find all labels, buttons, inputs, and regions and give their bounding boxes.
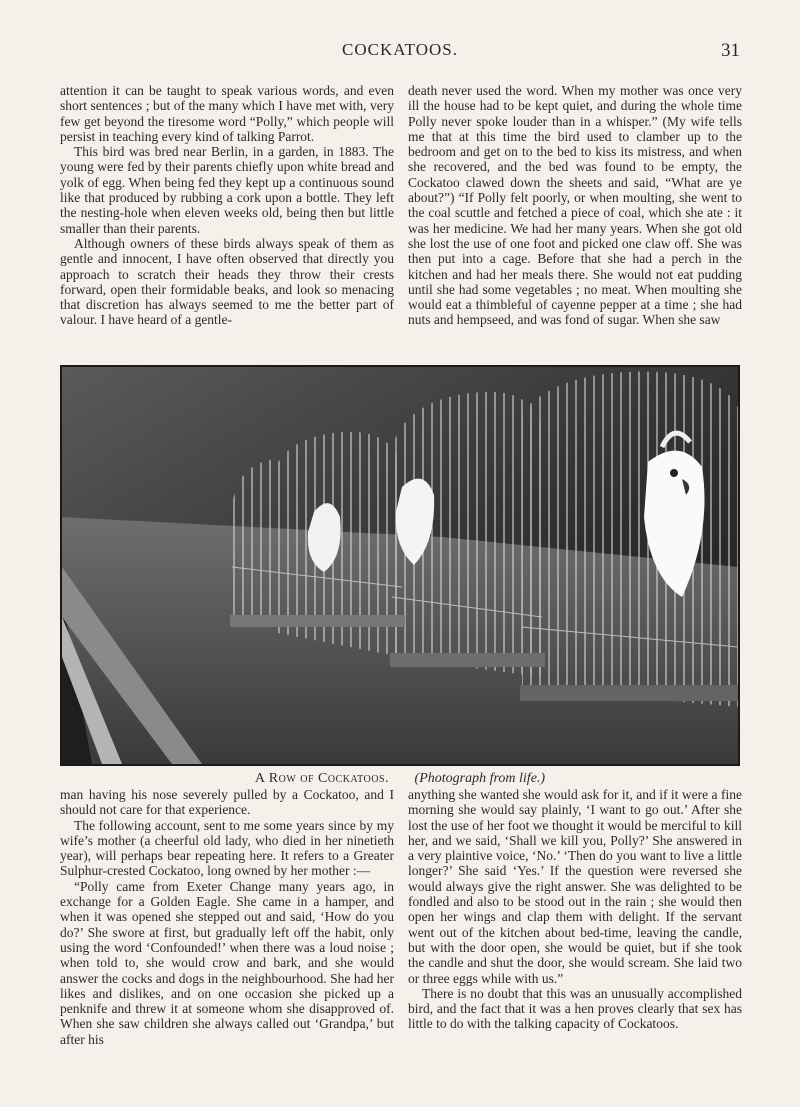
running-head: COCKATOOS. [342, 40, 458, 59]
paragraph: man having his nose severely pulled by a Cockatoo, and I should not care for that experience. [60, 787, 394, 818]
paragraph: Although owners of these birds always speak of them as gentle and innocent, I have often observed that directly you approach to scratch their heads they throw their crests forward, open their formidable beaks, and look so menacing that discretion has always seemed to me the better part of valour. I have heard of a gentle- [60, 235, 394, 328]
caption-credit: (Photograph from life.) [414, 771, 546, 786]
column-top-left [60, 83, 394, 328]
paragraph: death never used the word. When my mother was once very ill the house had to be kept quiet, and during the whole time Polly never spoke louder than in a whisper.” (My wife tells me that at this time the bird used to clamber up to the bedroom and get on to the bed to kiss its mistress, and when she recovered, and the bed was found to be empty, the Cockatoo clawed down the sheets and said, “What are ye about?”) “If Polly felt poorly, or when moulting, she went to the coal scuttle and fetched a piece of coal, which she ate : it was her medicine. We had her many years. When she got old she lost the use of one foot and picked one claw off. She was then put into a cage. Before that she had a perch in the kitchen and had her meals there. She would not eat pudding until she had some vegetables ; no meat. When moulting she would eat a thimbleful of cayenne pepper at a time ; she had nuts and hempseed, and was fond of sugar. When she saw [408, 83, 742, 328]
paragraph: There is no doubt that this was an unusually accomplished bird, and the fact that it was a hen proves clearly that sex has little to do with the talking capacity of Cockatoos. [408, 985, 742, 1032]
caption-title: A Row of Cockatoos. [254, 771, 390, 786]
paragraph: anything she wanted she would ask for it, and if it were a fine morning she would say plainly, ‘I want to go out.’ After she lost the use of her foot we thought it would be merciful to kill her, and we said, ‘Shall we kill you, Polly?’ She answered in a very plaintive voice, ‘No.’ ‘Then do you want to live a little longer?’ She said ‘Yes.’ If the question were reversed she would always give the right answer. She was delighted to be fondled and also to be stood out in the rain ; she would then open her wings and clap them with delight. If the servant went out of the kitchen about bed-time, leaving the candle, but with the door open, she would be quiet, but if she took the candle and shut the door, she would scream. She laid two or three eggs while with us.” [408, 787, 742, 986]
cockatoo-photograph [60, 365, 740, 766]
paragraph: The following account, sent to me some years since by my wife’s mother (a cheerful old lady, who died in her ninetieth year), will perhaps bear repeating here. It refers to a Greater Sulphur-crested Cockatoo, long owned by her mother :— [60, 817, 394, 879]
figure-caption [60, 771, 740, 787]
cockatoo-photo-illustration [62, 367, 738, 764]
paragraph: attention it can be taught to speak various words, and even short sentences ; but of the many which I have met with, very few get beyond the tiresome word “Polly,” which people will persist in teaching every kind of talking Parrot. [60, 83, 394, 144]
paragraph: This bird was bred near Berlin, in a garden, in 1883. The young were fed by their parents chiefly upon white bread and yolk of egg. When being fed they kept up a continuous sound like that produced by rubbing a cork upon a bottle. They left the nesting-hole when eleven weeks old, being then but little smaller than their parents. [60, 144, 394, 236]
page-header [60, 40, 740, 64]
page-number: 31 [721, 40, 740, 61]
column-bottom-left [60, 787, 394, 1047]
column-top-right [408, 83, 742, 328]
column-bottom-right [408, 787, 742, 1032]
paragraph: “Polly came from Exeter Change many years ago, in exchange for a Golden Eagle. She came in a hamper, and when it was opened she stepped out and said, ‘How do you do?’ She swore at first, but gradually left off the habit, only using the word ‘Confounded!’ when there was a loud noise ; when told to, she would crow and bark, and she would answer the cocks and dogs in the neighbourhood. She had her likes and dislikes, and on one occasion she picked up a penknife and threw it at someone whom she disapproved of. When she saw children she always called out ‘Grandpa,’ but after his [60, 878, 394, 1047]
